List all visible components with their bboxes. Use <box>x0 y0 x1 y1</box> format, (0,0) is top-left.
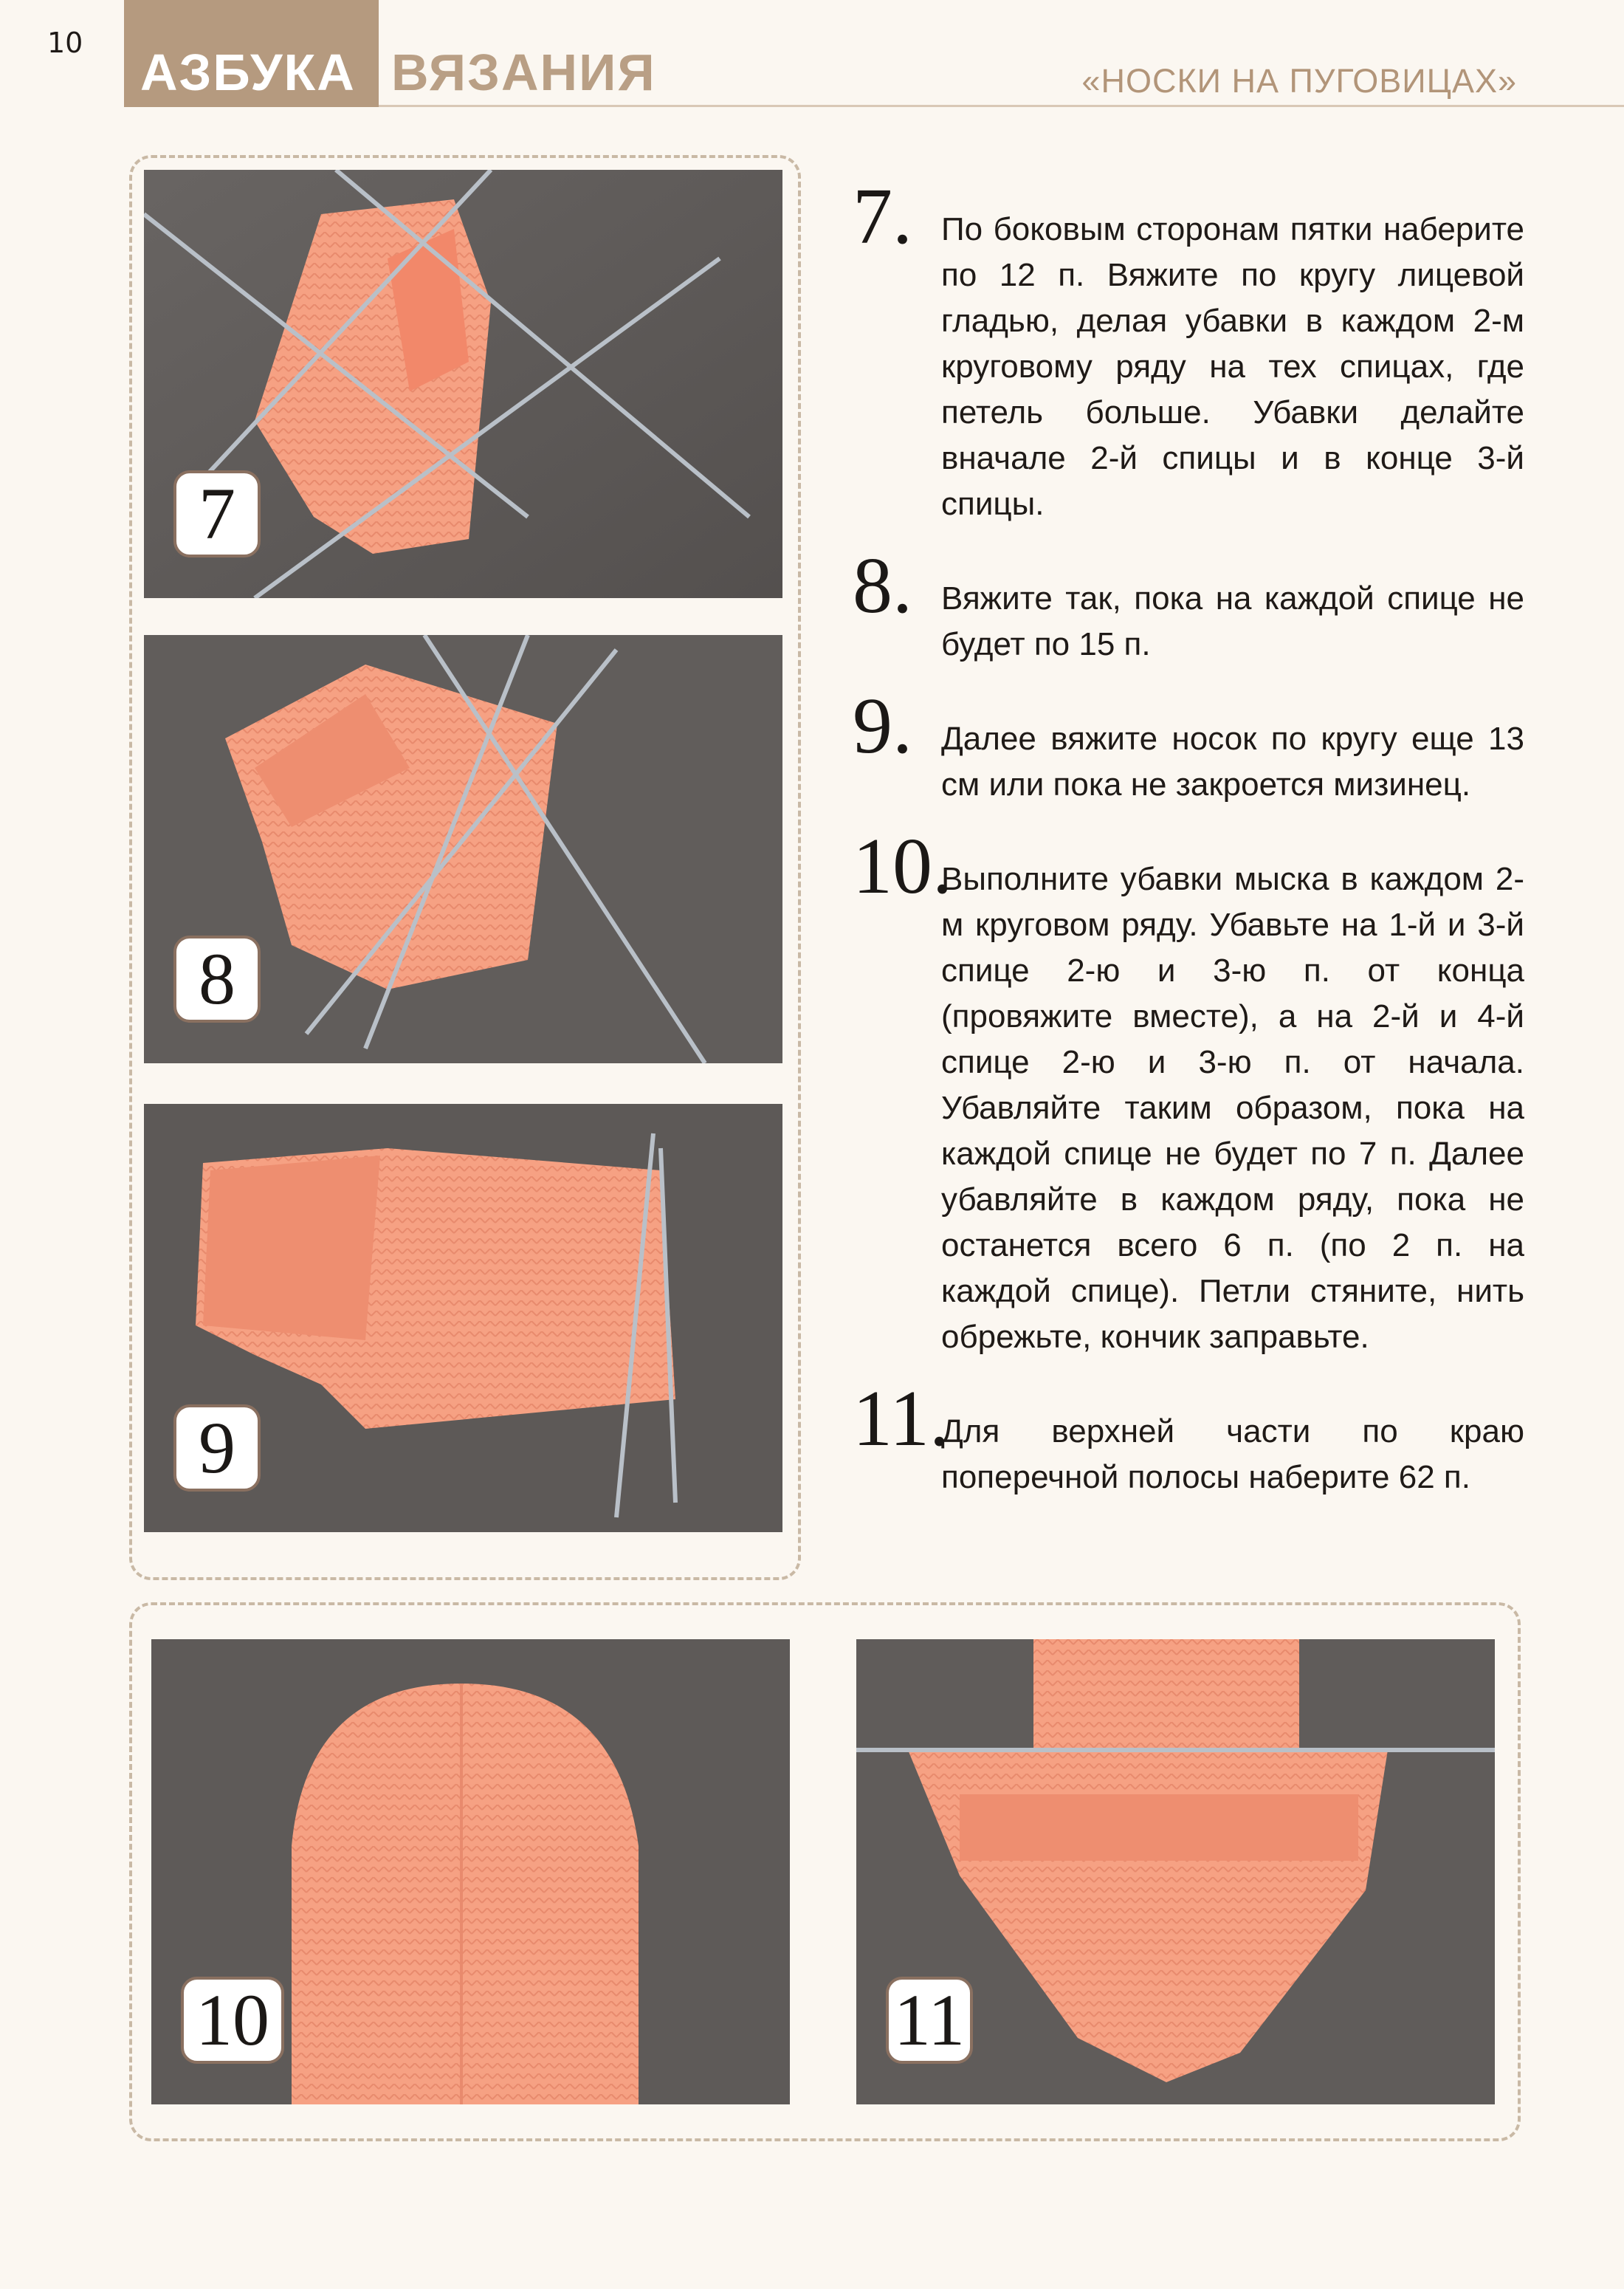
step-number: 11. <box>853 1375 949 1463</box>
step-10 <box>853 823 1524 1360</box>
step-9 <box>853 682 1524 808</box>
step-badge-7: 7 <box>173 470 261 557</box>
section-title: «НОСКИ НА ПУГОВИЦАХ» <box>1081 62 1517 100</box>
step-text-body: Далее вяжите носок по кругу еще 13 см или пока не закроется мизинец. <box>941 721 1524 803</box>
step-number: 10. <box>853 823 952 910</box>
step-badge-9: 9 <box>173 1404 261 1492</box>
brand-title-light: ВЯЗАНИЯ <box>391 44 656 101</box>
steps-column <box>853 173 1524 1520</box>
step-badge-11: 11 <box>886 1977 973 2064</box>
step-text-body: По боковым сторонам пятки наберите по 12 п. Вяжите по кругу лицевой гладью, делая убавки в каждом 2-м круговому ряду на тех спицах, где петель больше. Убавки делайте вначале 2-й спицы и в конце 3-й спицы. <box>941 211 1524 522</box>
step-number: 7. <box>853 173 912 261</box>
step-11 <box>853 1375 1524 1500</box>
brand-title-strong: АЗБУКА <box>140 44 356 101</box>
step-number: 9. <box>853 682 912 770</box>
step-text <box>853 173 1524 527</box>
step-text-body: Вяжите так, пока на каждой спице не будет по 15 п. <box>941 580 1524 662</box>
step-text-body: Выполните убавки мыска в каждом 2-м круговом ряду. Убавьте на 1-й и 3-й спице 2-ю и 3-ю п. от конца (провяжите вместе), а на 2-й и 4-й спице 2-ю и 3-ю п. от начала. Убавляйте таким образом, пока на каждой спице не будет по 7 п. Далее убавляйте в каждом ряду, пока не останется всего 6 п. (по 2 п. на каждой спице). Петли стяните, нить обрежьте, кончик заправьте. <box>941 861 1524 1355</box>
step-text <box>853 823 1524 1360</box>
step-8 <box>853 542 1524 668</box>
step-7 <box>853 173 1524 527</box>
photo-step-8 <box>144 635 782 1063</box>
photo-step-11 <box>856 1639 1495 2104</box>
step-number: 8. <box>853 542 912 630</box>
photo-step-10 <box>151 1639 790 2104</box>
step-text-body: Для верхней части по краю поперечной полосы наберите 62 п. <box>941 1413 1524 1495</box>
header-rule <box>379 105 1624 107</box>
photo-step-7 <box>144 170 782 598</box>
step-text <box>853 1375 1524 1500</box>
step-text <box>853 542 1524 668</box>
photo-step-9 <box>144 1104 782 1532</box>
step-badge-10: 10 <box>181 1977 284 2064</box>
page-number: 10 <box>47 27 83 59</box>
step-text <box>853 682 1524 808</box>
step-badge-8: 8 <box>173 936 261 1023</box>
